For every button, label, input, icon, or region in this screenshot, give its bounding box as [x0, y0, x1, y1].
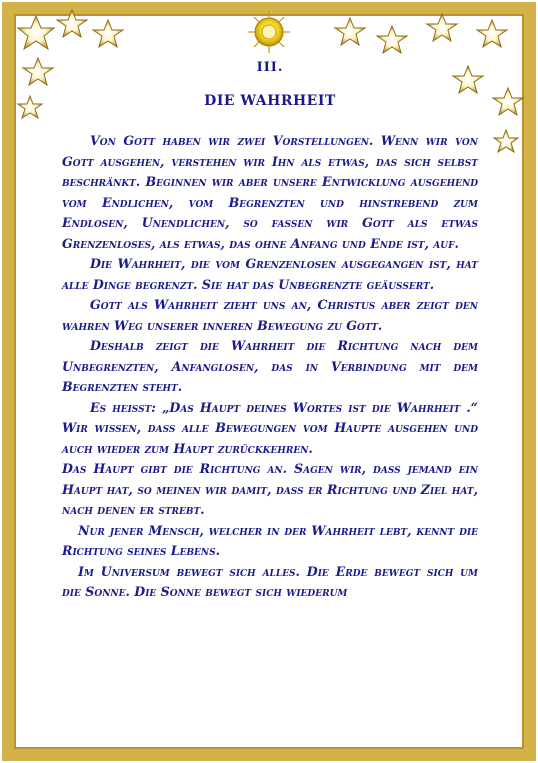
chapter-number: III.	[256, 60, 284, 75]
paragraph: Das Haupt gibt die Richtung an. Sagen wir, dass jemand ein Haupt hat, so meinen wir damit, dass er Richtung und Ziel hat, nach denen er strebt.	[62, 461, 478, 517]
paragraph: Von Gott haben wir zwei Vorstellungen. Wenn wir von Gott ausgehen, verstehen wir Ihn als etwas, das sich selbst beschränkt. Beginnen wir aber unsere Entwicklung ausgehend vom Endlichen, vom Begrenzten und hinstrebend zum Endlosen, Unendlichen, so fassen wir Gott als etwas Grenzenloses, als etwas, das ohne Anfang und Ende ist, auf.	[62, 133, 478, 251]
paragraph: Es heisst: „Das Haupt deines Wortes ist die Wahrheit .“ Wir wissen, dass alle Bewegungen vom Haupte ausgehen und auch wieder zum Haupt zurückkehren.	[62, 399, 478, 456]
paragraph: Nur jener Mensch, welcher in der Wahrheit lebt, kennt die Richtung seines Lebens.	[62, 522, 478, 558]
page-title: DIE WAHRHEIT	[204, 93, 336, 109]
paragraph: Die Wahrheit, die vom Grenzenlosen ausgegangen ist, hat alle Dinge begrenzt. Sie hat das Unbegrenzte geäussert.	[62, 256, 478, 292]
paragraph: Gott als Wahrheit zieht uns an, Christus aber zeigt den wahren Weg unserer inneren Bewegung zu Gott.	[62, 297, 478, 333]
paragraph: Deshalb zeigt die Wahrheit die Richtung nach dem Unbegrenzten, Anfanglosen, das in Verbindung mit dem Begrenzten steht.	[62, 338, 478, 394]
paragraph: Im Universum bewegt sich alles. Die Erde bewegt sich um die Sonne. Die Sonne bewegt sich wiederum	[62, 563, 478, 599]
document-body	[62, 60, 478, 720]
